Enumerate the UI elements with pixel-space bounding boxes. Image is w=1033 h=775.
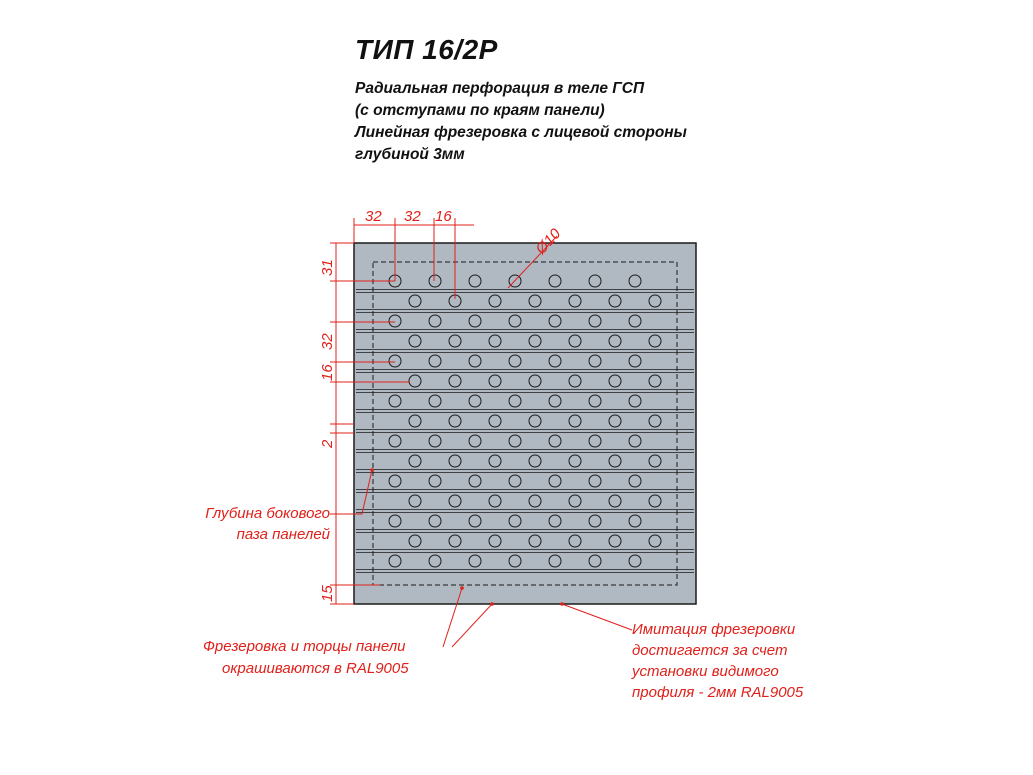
description-line-1: Радиальная перфорация в теле ГСП <box>355 80 645 97</box>
dim-top-32a: 32 <box>365 208 382 225</box>
note-imitation-1: Имитация фрезеровки <box>632 621 796 638</box>
note-milling-ends-1: Фрезеровка и торцы панели <box>203 638 406 655</box>
dim-left-31: 31 <box>319 259 336 276</box>
dim-left-16: 16 <box>319 364 336 381</box>
dim-left-2: 2 <box>319 439 336 448</box>
note-side-groove-2: паза панелей <box>236 526 330 543</box>
dim-left-32: 32 <box>319 333 336 350</box>
note-milling-ends-2: окрашиваются в RAL9005 <box>222 660 409 677</box>
note-imitation-3: установки видимого <box>632 663 779 680</box>
description-line-2: (с отступами по краям панели) <box>355 102 605 119</box>
dim-left-15: 15 <box>319 585 336 602</box>
description-line-4: глубиной 3мм <box>355 146 465 163</box>
note-side-groove-1: Глубина бокового <box>205 505 330 522</box>
drawing-title: ТИП 16/2Р <box>355 34 498 65</box>
note-imitation-2: достигается за счет <box>632 642 788 659</box>
dim-diameter: Ø10 <box>532 225 565 258</box>
dim-top-32b: 32 <box>404 208 421 225</box>
note-imitation-4: профиля - 2мм RAL9005 <box>632 684 804 701</box>
description-line-3: Линейная фрезеровка с лицевой стороны <box>355 124 687 141</box>
dim-top-16: 16 <box>435 208 452 225</box>
